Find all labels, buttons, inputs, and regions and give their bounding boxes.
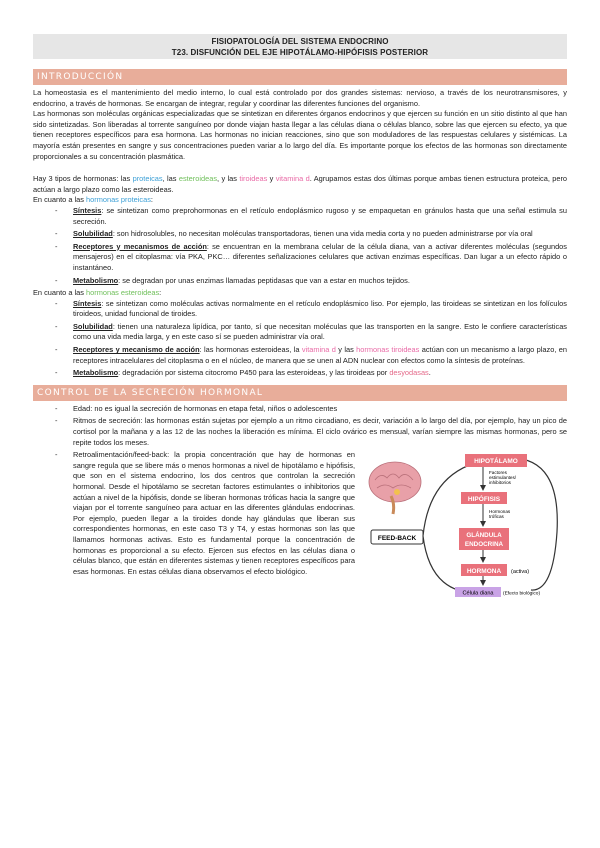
feedback-diagram-svg [361,452,567,604]
hormona-label: HORMONA [466,568,502,576]
feedback-label: - FEED-BACK [377,535,417,543]
document-header [33,34,567,59]
hipofisis-label: HIPÓFISIS [467,496,501,504]
glandula-label-1: GLÁNDULA [466,532,502,540]
list-item-ritmos: - Ritmos de secreción: las hormonas están sujetas por ejemplo a un ritmo circadiano, es decir, variación a lo largo del día, por ejemplo, hay un pico de cortisol por la mañana y a las 12 de las noches la liberación es mínima. El ciclo ovárico es mensual, varían siempre las mismas hormonas, pero se repite todos los meses. [33,416,567,448]
hormone-types-paragraph: Hay 3 tipos de hormonas: las proteicas, las esteroideas, y las tiroideas y vitamina d. Agrupamos estas dos últimas porque ambas tienen estructura proteica, pero actúan a largo plazo como las esteroideas. [33,174,568,194]
troficas-label-2: tróficas [489,514,504,520]
list-item-feedback [33,450,567,606]
troficas-label-1: Hormonas [489,509,511,515]
factores-label-3: inhibitorios [489,480,511,486]
list-item: - Receptores y mecanismo de acción: las hormonas esteroideas, la vitamina d y las hormonas tiroideas actúan con un mecanismo a largo plazo, en receptores intracelulares del citoplasma o en el núcleo, de manera que se unen al ADN nuclear con efectos como la síntesis de proteínas. [33,345,567,366]
feedback-diagram [361,452,567,604]
list-item: - Metabolismo: degradación por sistema citocromo P450 para las esteroideas, y las tiroideas por desyodasas. [33,368,567,379]
list-item-edad: - Edad: no es igual la secreción de hormonas en etapa fetal, niños o adolescentes [33,404,567,415]
glandula-label-2: ENDOCRINA [464,541,504,549]
celula-diana-label: Célula diana [462,590,494,597]
factores-label-2: estimulantes/ [489,475,517,481]
document-subtitle: T23. DISFUNCIÓN DEL EJE HIPOTÁLAMO-HIPÓFISIS POSTERIOR [171,48,429,57]
factores-label-1: Factores [489,470,507,476]
page [33,34,567,608]
efecto-biologico-label: (Efecto biológico) [503,591,541,597]
list-item: - Receptores y mecanismos de acción: se encuentran en la membrana celular de la célula diana, van a activar diferentes moléculas (segundos mensajeros) en el citoplasma: vía PKA, PKC… diferentes señalizaciones celulares que activan enzimas específicas. Dan lugar a un efecto rápido o instantáneo. [33,242,567,274]
esteroideas-list [33,299,567,379]
proteicas-list [33,206,567,286]
list-item: - Solubilidad: son hidrosolubles, no necesitan moléculas transportadoras, tienen una vida media corta y no pueden administrarse por vía oral [33,229,567,240]
activa-label: (activa) [511,569,530,576]
list-item: - Síntesis: se sintetizan como moléculas activas normalmente en el retículo endoplásmico liso. Por ejemplo, las tiroideas se sintetizan en los folículos tiroideos, unidad funcional de tiroides. [33,299,567,320]
section-heading-control: CONTROL DE LA SECRECIÓN HORMONAL [33,385,567,401]
proteicas-intro: En cuanto a las hormonas proteicas: [33,195,153,205]
intro-paragraph-hormonas: Las hormonas son moléculas orgánicas especializadas que se sintetizan en diferentes órganos endocrinos y que ejercen su función en un sitio distinto al que han sido sintetizadas. Son liberadas al torrente sanguíneo por donde viajan hasta llegar a las células diana o células blanco, sobre las que ejercen su efecto, ya que tienen receptores específicos para esa hormona. Las hormonas no inician reacciones, sino que son moduladores de las respuestas celulares y sistémicas. La mayoría están presentes en sangre y sus concentraciones pueden variar a lo largo del día. Es importante porque los efectos de las hormonas son directamente proporcionales a su concentración plasmática. [33,109,567,161]
list-item: - Síntesis: se sintetizan como preprohormonas en el retículo endoplásmico rugoso y se empaquetan en gránulos hasta que una señal estimula su secreción. [33,206,567,227]
list-item: - Solubilidad: tienen una naturaleza lipídica, por tanto, sí que necesitan moléculas que las transporten en la sangre. Esto le confiere características como una vida media larga, y en este caso sí se pueden administrar vía oral. [33,322,567,343]
list-item: - Metabolismo: se degradan por unas enzimas llamadas peptidasas que van a estar en muchos tejidos. [33,276,567,287]
intro-paragraph-homeostasia: La homeostasia es el mantenimiento del medio interno, lo cual está controlado por dos grandes sistemas: nervioso, a través de los neurotransmisores, y endocrino, a través de hormonas. Se encargan de integrar, regular y coordinar las diferentes funciones del organismo. [33,88,567,108]
section-heading-introduccion: INTRODUCCIÓN [33,69,567,85]
hipotalamo-label: HIPOTÁLAMO [474,458,518,466]
brain-icon [369,462,421,514]
document-title: FISIOPATOLOGÍA DEL SISTEMA ENDOCRINO [211,37,389,46]
control-list [33,404,567,606]
esteroideas-intro: En cuanto a las hormonas esteroideas: [33,288,162,298]
feedback-text: Retroalimentación/feed-back: la propia concentración que hay de hormonas en sangre regula que se libere más o menos hormonas a nivel de hipotálamo e hipófisis, que son en el sistema endocrino, los dos centros que controlan la secreción hormonal. Desde el hipotálamo se secretan factores estimulantes o inhibitorios que actúan a nivel de la hipófisis, donde se liberan hormonas tróficas hacia la sangre que viajan por el torrente sanguíneo para actuar en las diferentes glándulas endocrinas. Por ejemplo, pueden llegar a la tiroides donde hay glándulas que liberan sus correspondientes hormonas, en este caso T3 y T4, y estas hormonas son las que llamamos hormonas activas. Esto es fundamental porque la concentración de hormonas es proporcional a su efecto. Ejercen sus efectos en las células diana o células blanco, que están en diferentes sistemas y tienen receptores específicos para esas hormonas. En estas células diana observamos el efecto biológico. [73,450,355,576]
